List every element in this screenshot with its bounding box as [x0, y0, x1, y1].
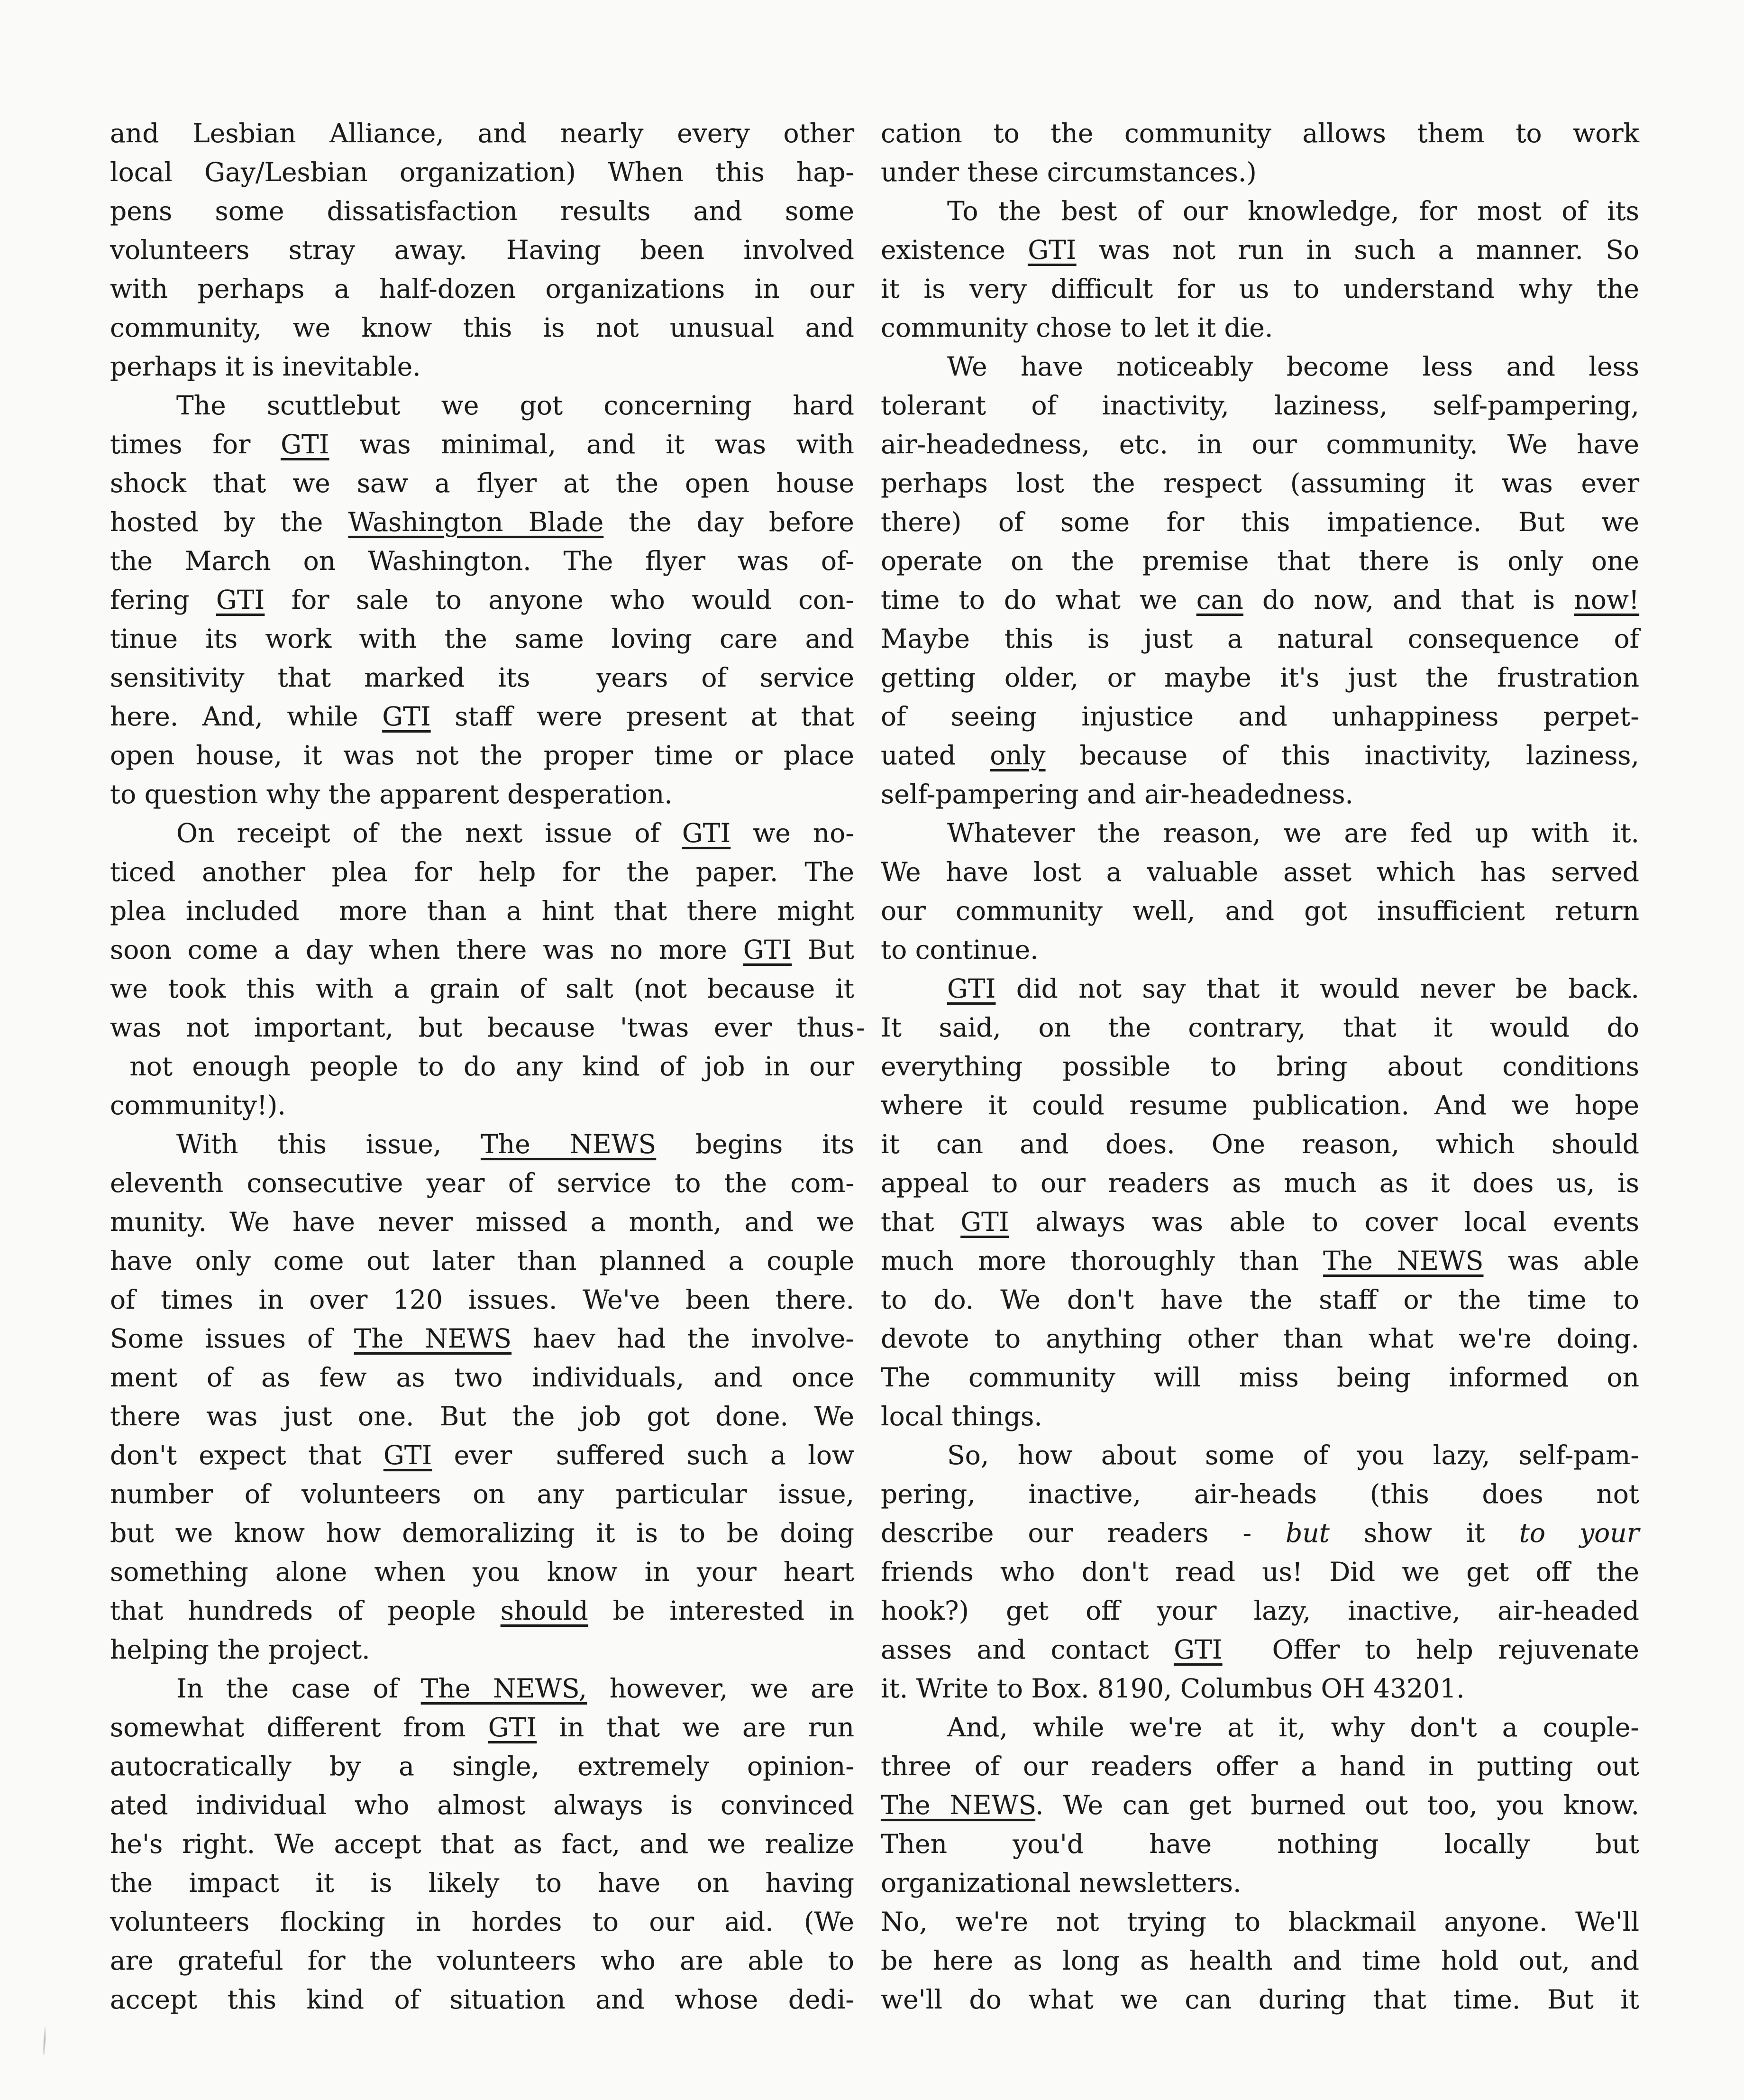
text-run: our community well, and got insufficient return: [881, 896, 1639, 926]
text-run: did not say that it would never be back.: [995, 973, 1639, 1004]
underlined-text: The NEWS: [481, 1129, 657, 1159]
text-line: [110, 153, 854, 192]
text-run: ticed another plea for help for the paper. The: [110, 857, 854, 887]
text-line: [110, 1747, 854, 1786]
text-line: [110, 658, 854, 697]
text-line: [881, 503, 1639, 541]
text-run: under these circumstances.): [881, 157, 1257, 187]
text-run: The community will miss being informed on: [881, 1362, 1639, 1393]
text-run: local things.: [881, 1401, 1042, 1431]
text-line: [110, 541, 854, 580]
text-run: friends who don't read us! Did we get off the: [881, 1557, 1639, 1587]
text-run: So, how about some of you lazy, self-pam-: [947, 1440, 1639, 1470]
text-line: [881, 114, 1639, 153]
text-run: was able: [1483, 1246, 1639, 1276]
text-run: it can and does. One reason, which should: [881, 1129, 1639, 1159]
text-run: No, we're not trying to blackmail anyone. We'll: [881, 1907, 1639, 1937]
text-run: here. And, while: [110, 701, 383, 732]
text-line: [881, 1086, 1639, 1125]
text-line: [881, 891, 1639, 930]
text-line: [881, 541, 1639, 580]
text-run: don't expect that: [110, 1440, 383, 1470]
text-run: helping the project.: [110, 1634, 370, 1665]
text-run: In the case of: [176, 1673, 421, 1704]
text-run: there) of some for this impatience. But we: [881, 507, 1639, 537]
text-run: devote to anything other than what we're doing.: [881, 1323, 1639, 1354]
text-run: where it could resume publication. And we hope: [881, 1090, 1639, 1120]
text-run: always was able to cover local events: [1009, 1207, 1639, 1237]
text-line: [110, 1825, 854, 1863]
text-line: [110, 1241, 854, 1280]
text-line: [110, 1630, 854, 1669]
underlined-text: GTI: [488, 1712, 537, 1742]
text-run: three of our readers offer a hand in putting out: [881, 1751, 1639, 1781]
text-line: [110, 1941, 854, 1980]
text-run: we no-: [730, 818, 854, 848]
text-line: [110, 1475, 854, 1513]
text-run: hook?) get off your lazy, inactive, air-headed: [881, 1596, 1639, 1626]
text-run: perhaps it is inevitable.: [110, 351, 421, 382]
text-line: [110, 347, 854, 386]
text-run: Maybe this is just a natural consequence of: [881, 624, 1639, 654]
text-line: [881, 1358, 1639, 1397]
text-run: with perhaps a half-dozen organizations in our: [110, 274, 854, 304]
text-run: be here as long as health and time hold out, and: [881, 1945, 1639, 1976]
underlined-text: GTI: [947, 973, 996, 1004]
text-line: [110, 503, 854, 541]
text-line: [881, 1552, 1639, 1591]
text-line: [881, 1436, 1639, 1475]
text-line: [110, 1397, 854, 1436]
text-run: community chose to let it die.: [881, 312, 1273, 343]
text-line: [881, 1164, 1639, 1202]
underlined-text: GTI: [281, 429, 329, 459]
text-line: [110, 1708, 854, 1747]
text-run: community!).: [110, 1090, 286, 1120]
text-line: [881, 1630, 1639, 1669]
text-run: ment of as few as two individuals, and once: [110, 1362, 854, 1393]
text-run: because of this inactivity, laziness,: [1045, 740, 1640, 770]
text-run: of seeing injustice and unhappiness perpet-: [881, 701, 1639, 732]
text-run: much more thoroughly than: [881, 1246, 1324, 1276]
text-run: volunteers flocking in hordes to our aid. (We: [110, 1907, 854, 1937]
text-run: show it: [1329, 1518, 1519, 1548]
text-run: but we know how demoralizing it is to be doing: [110, 1518, 854, 1548]
text-run: however, we are: [587, 1673, 854, 1704]
text-run: Whatever the reason, we are fed up with it.: [947, 818, 1639, 848]
underlined-text: GTI: [743, 935, 792, 965]
text-run: cation to the community allows them to work: [881, 118, 1639, 148]
underlined-text: now!: [1574, 585, 1639, 615]
text-line: [110, 1552, 854, 1591]
text-run: open house, it was not the proper time or place: [110, 740, 854, 770]
text-line: [881, 464, 1639, 503]
text-line: [881, 153, 1639, 192]
text-run: for sale to anyone who would con-: [265, 585, 854, 615]
underlined-text: GTI: [960, 1207, 1009, 1237]
text-line: [110, 1125, 854, 1164]
text-line: [881, 425, 1639, 464]
text-run: in that we are run: [537, 1712, 854, 1742]
text-line: [881, 930, 1639, 969]
text-line: [881, 230, 1639, 269]
text-run: it. Write to Box. 8190, Columbus OH 43201.: [881, 1673, 1465, 1704]
text-run: it is very difficult for us to understand why the: [881, 274, 1639, 304]
underlined-text: GTI: [382, 701, 431, 732]
text-line: [881, 1747, 1639, 1786]
text-run: hosted by the: [110, 507, 348, 537]
text-line: [881, 736, 1639, 775]
text-line: [110, 269, 854, 308]
underlined-text: GTI: [1174, 1634, 1223, 1665]
text-line: [881, 775, 1639, 814]
text-run: sensitivity that marked its years of service: [110, 662, 854, 693]
text-run: With this issue,: [176, 1129, 481, 1159]
text-run: to do. We don't have the staff or the time to: [881, 1284, 1639, 1315]
text-line: [881, 1202, 1639, 1241]
text-line: [110, 736, 854, 775]
text-run: uated: [881, 740, 990, 770]
text-column-right: [856, 114, 1640, 2019]
text-run: self-pampering and air-headedness.: [881, 779, 1354, 809]
text-run: tinue its work with the same loving care and: [110, 624, 854, 654]
text-line: [110, 308, 854, 347]
text-line: [110, 1319, 854, 1358]
text-run: staff were present at that: [430, 701, 854, 732]
text-run: asses and contact: [881, 1634, 1174, 1665]
text-line: [110, 1086, 854, 1125]
text-line: [881, 1591, 1639, 1630]
text-run: everything possible to bring about conditions: [881, 1051, 1639, 1082]
text-run: that hundreds of people: [110, 1596, 501, 1626]
text-line: [110, 1980, 854, 2019]
text-line: [110, 192, 854, 230]
text-line: [881, 619, 1639, 658]
text-line: [110, 619, 854, 658]
text-line: [110, 464, 854, 503]
text-run: something alone when you know in your heart: [110, 1557, 854, 1587]
text-run: the March on Washington. The flyer was of-: [110, 546, 854, 576]
text-line: [110, 1786, 854, 1825]
gutter-dash: -: [856, 1012, 865, 1043]
text-run: appeal to our readers as much as it does us, is: [881, 1168, 1639, 1198]
text-line: [881, 1125, 1639, 1164]
text-run: The scuttlebut we got concerning hard: [176, 390, 854, 421]
text-line: [110, 891, 854, 930]
text-run: To the best of our knowledge, for most of its: [947, 196, 1639, 226]
text-line: [881, 269, 1639, 308]
text-run: times for: [110, 429, 281, 459]
text-run: . We can get burned out too, you know.: [1035, 1790, 1639, 1820]
text-run: munity. We have never missed a month, and we: [110, 1207, 854, 1237]
text-line: [110, 1902, 854, 1941]
text-line: [110, 1863, 854, 1902]
underlined-text: The NEWS: [354, 1323, 512, 1354]
text-run: to continue.: [881, 935, 1039, 965]
text-run: the day before: [603, 507, 854, 537]
underlined-text: The NEWS: [1323, 1246, 1484, 1276]
text-line: [881, 1397, 1639, 1436]
underlined-text: can: [1196, 585, 1243, 615]
text-line: [881, 1825, 1639, 1863]
text-line: [881, 1902, 1639, 1941]
text-run: Offer to help rejuvenate: [1222, 1634, 1639, 1665]
italic-text: but: [1286, 1518, 1330, 1548]
text-run: pering, inactive, air-heads (this does not: [881, 1479, 1639, 1509]
text-line: [110, 1047, 854, 1086]
text-run: the impact it is likely to have on having: [110, 1868, 854, 1898]
text-run: haev had the involve-: [511, 1323, 854, 1354]
text-line: [110, 1358, 854, 1397]
text-run: have only come out later than planned a couple: [110, 1246, 854, 1276]
text-line: [110, 1280, 854, 1319]
underlined-text: GTI: [383, 1440, 432, 1470]
text-run: do now, and that is: [1243, 585, 1574, 615]
text-run: fering: [110, 585, 216, 615]
text-run: was minimal, and it was with: [329, 429, 854, 459]
text-run: we'll do what we can during that time. But it: [881, 1984, 1639, 2015]
text-line: [110, 1513, 854, 1552]
text-run: shock that we saw a flyer at the open house: [110, 468, 854, 498]
text-run: soon come a day when there was no more: [110, 935, 743, 965]
text-run: was not run in such a manner. So: [1076, 235, 1639, 265]
text-run: And, while we're at it, why don't a couple-: [947, 1712, 1639, 1742]
text-line: [110, 969, 854, 1008]
text-line: [881, 814, 1639, 853]
text-run: pens some dissatisfaction results and some: [110, 196, 854, 226]
text-line: [110, 930, 854, 969]
text-run: was not important, but because 'twas ever thus: [110, 1012, 854, 1043]
text-run: ever suffered such a low: [432, 1440, 855, 1470]
text-line: [881, 969, 1639, 1008]
text-line: [110, 230, 854, 269]
text-line: [110, 1008, 854, 1047]
text-run: are grateful for the volunteers who are able to: [110, 1945, 854, 1976]
text-line: [881, 658, 1639, 697]
text-line: [881, 1863, 1639, 1902]
text-run: begins its: [656, 1129, 854, 1159]
text-line: [881, 1047, 1639, 1086]
text-line: [110, 1202, 854, 1241]
underlined-text: only: [990, 740, 1046, 770]
text-line: [881, 853, 1639, 891]
scan-artifact: [43, 2026, 46, 2055]
text-line: [110, 580, 854, 619]
text-line: [110, 1591, 854, 1630]
text-line: [110, 1164, 854, 1202]
text-run: On receipt of the next issue of: [176, 818, 682, 848]
text-run: But: [792, 935, 854, 965]
text-line: [881, 1475, 1639, 1513]
text-run: We have noticeably become less and less: [947, 351, 1639, 382]
text-run: there was just one. But the job got done. We: [110, 1401, 854, 1431]
text-line: [881, 1941, 1639, 1980]
text-run: he's right. We accept that as fact, and we realize: [110, 1829, 854, 1859]
text-run: We have lost a valuable asset which has served: [881, 857, 1639, 887]
text-run: organizational newsletters.: [881, 1868, 1242, 1898]
text-line: [881, 1708, 1639, 1747]
text-line: [110, 1669, 854, 1708]
text-run: accept this kind of situation and whose dedi-: [110, 1984, 854, 2015]
text-run: ated individual who almost always is convinced: [110, 1790, 854, 1820]
text-line: [856, 1008, 1639, 1047]
text-line: [881, 1241, 1639, 1280]
underlined-text: GTI: [216, 585, 265, 615]
text-run: Some issues of: [110, 1323, 354, 1354]
text-run: eleventh consecutive year of service to the com-: [110, 1168, 854, 1198]
text-run: operate on the premise that there is only one: [881, 546, 1639, 576]
text-run: to question why the apparent desperation.: [110, 779, 673, 809]
text-run: It said, on the contrary, that it would do: [881, 1012, 1639, 1043]
text-line: [110, 386, 854, 425]
underlined-text: GTI: [1028, 235, 1077, 265]
text-line: [881, 347, 1639, 386]
text-run: volunteers stray away. Having been involved: [110, 235, 854, 265]
text-run: autocratically by a single, extremely opinion-: [110, 1751, 854, 1781]
text-run: getting older, or maybe it's just the frustration: [881, 662, 1639, 693]
text-run: of times in over 120 issues. We've been there.: [110, 1284, 854, 1315]
text-run: local Gay/Lesbian organization) When this hap-: [110, 157, 854, 187]
italic-text: to your: [1519, 1518, 1639, 1548]
text-line: [110, 425, 854, 464]
text-line: [110, 697, 854, 736]
text-line: [110, 114, 854, 153]
text-line: [881, 1980, 1639, 2019]
text-line: [110, 814, 854, 853]
text-column-left: [110, 114, 854, 2019]
text-line: [110, 775, 854, 814]
text-line: [881, 1319, 1639, 1358]
text-run: we took this with a grain of salt (not because it: [110, 973, 854, 1004]
text-run: perhaps lost the respect (assuming it was ever: [881, 468, 1639, 498]
underlined-text: Washington Blade: [348, 507, 604, 537]
underlined-text: should: [500, 1596, 588, 1626]
text-line: [881, 1513, 1639, 1552]
text-run: tolerant of inactivity, laziness, self-pampering,: [881, 390, 1639, 421]
text-run: somewhat different from: [110, 1712, 488, 1742]
text-line: [881, 1669, 1639, 1708]
text-run: and Lesbian Alliance, and nearly every other: [110, 118, 854, 148]
text-run: existence: [881, 235, 1028, 265]
text-run: community, we know this is not unusual and: [110, 312, 854, 343]
text-line: [881, 308, 1639, 347]
text-run: not enough people to do any kind of job in our: [110, 1051, 854, 1082]
text-run: air-headedness, etc. in our community. We have: [881, 429, 1639, 459]
text-run: number of volunteers on any particular issue,: [110, 1479, 854, 1509]
text-line: [881, 580, 1639, 619]
text-line: [881, 386, 1639, 425]
text-run: describe our readers -: [881, 1518, 1286, 1548]
underlined-text: The NEWS,: [420, 1673, 587, 1704]
text-run: that: [881, 1207, 961, 1237]
text-run: time to do what we: [881, 585, 1196, 615]
text-line: [881, 1786, 1639, 1825]
text-line: [881, 192, 1639, 230]
text-line: [110, 853, 854, 891]
text-run: be interested in: [588, 1596, 855, 1626]
text-run: Then you'd have nothing locally but: [881, 1829, 1639, 1859]
text-line: [881, 697, 1639, 736]
text-line: [881, 1280, 1639, 1319]
text-run: plea included more than a hint that there might: [110, 896, 854, 926]
text-line: [110, 1436, 854, 1475]
underlined-text: The NEWS: [881, 1790, 1036, 1820]
underlined-text: GTI: [682, 818, 731, 848]
